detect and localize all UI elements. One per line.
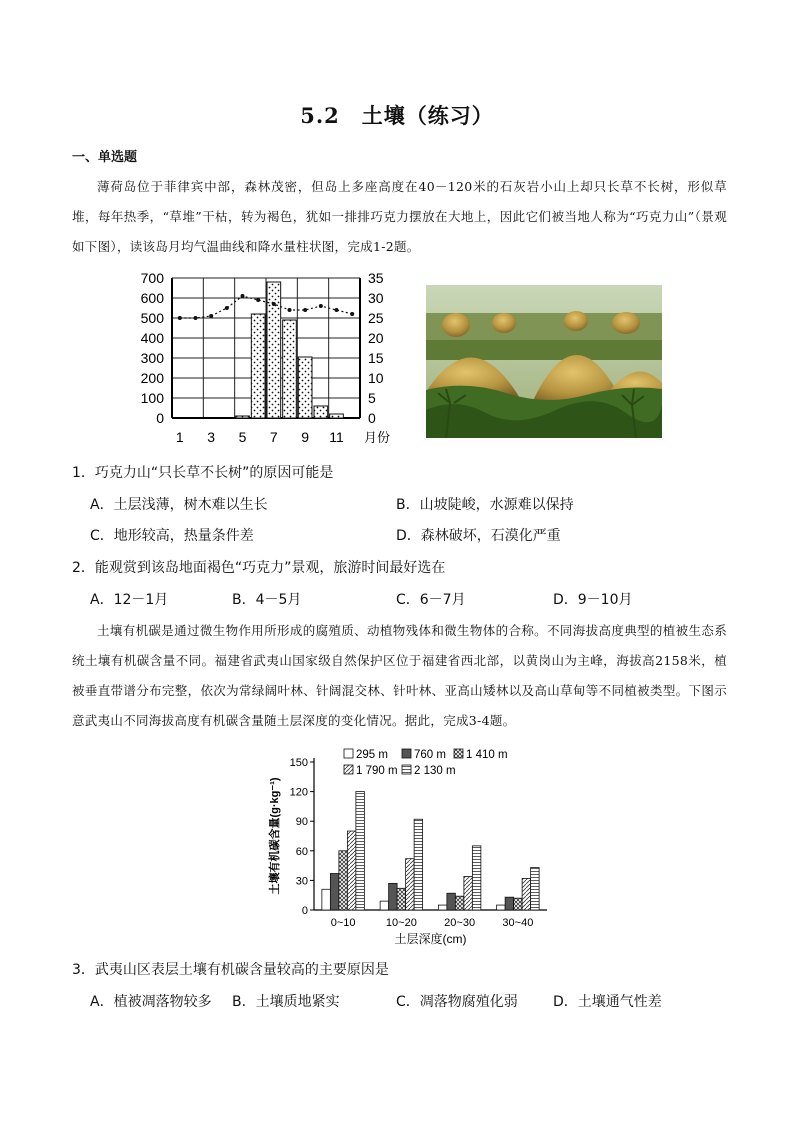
chocolate-hills-photo xyxy=(426,285,662,438)
carbon-bar xyxy=(356,792,365,910)
question-1-stem: 1．巧克力山“只长草不长树”的原因可能是 xyxy=(72,465,334,481)
x-axis-label: 土层深度(cm) xyxy=(394,932,467,946)
legend-label: 760 m xyxy=(414,749,446,761)
legend-swatch xyxy=(344,749,353,758)
y-tick-label: 0 xyxy=(301,905,308,917)
carbon-bar xyxy=(464,876,473,910)
climate-chart xyxy=(130,268,420,448)
carbon-bar xyxy=(339,851,348,910)
carbon-bar xyxy=(438,905,447,910)
carbon-bar xyxy=(380,901,389,910)
x-tick-label: 9 xyxy=(301,429,310,445)
temperature-point xyxy=(319,304,323,308)
precip-bar xyxy=(298,357,312,418)
temperature-point xyxy=(288,308,292,312)
carbon-bar xyxy=(389,883,398,910)
x-tick-label: 11 xyxy=(329,429,344,445)
temperature-point xyxy=(178,316,182,320)
carbon-bar xyxy=(322,889,331,910)
y-right-tick-label: 25 xyxy=(368,310,384,326)
y-right-tick-label: 5 xyxy=(368,390,376,406)
x-axis-label: 月份 xyxy=(364,430,391,445)
section-heading: 一、单选题 xyxy=(72,150,138,165)
y-tick-label: 150 xyxy=(289,757,308,769)
precip-bar xyxy=(251,314,265,418)
x-tick-label: 7 xyxy=(269,429,278,445)
question-1-option-c[interactable]: C．地形较高，热量条件差 xyxy=(90,528,254,544)
y-right-tick-label: 35 xyxy=(368,270,384,286)
legend-swatch xyxy=(454,749,463,758)
question-3-option-d[interactable]: D．土壤通气性差 xyxy=(553,994,662,1010)
carbon-bar xyxy=(455,896,464,910)
question-3-option-c[interactable]: C．凋落物腐殖化弱 xyxy=(396,994,518,1010)
question-2-option-b[interactable]: B．4－5月 xyxy=(232,592,302,608)
temperature-point xyxy=(272,302,276,306)
carbon-bar xyxy=(522,878,531,910)
y-left-tick-label: 500 xyxy=(140,310,164,326)
legend-label: 1 790 m xyxy=(356,765,398,777)
passage-2: 土壤有机碳是通过微生物作用所形成的腐殖质、动植物残体和微生物体的合称。不同海拔高度典型的植被生态系统土壤有机碳含量不同。福建省武夷山国家级自然保护区位于福建省西北部，以黄岗山为主峰，海拔高2158米，植被垂直带谱分布完整，依次为常绿阔叶林、针阔混交林、针叶林、亚高山矮林以及高山草甸等不同植被类型。下图示意武夷山不同海拔高度有机碳含量随土层深度的变化情况。据此，完成3-4题。 xyxy=(72,623,727,728)
legend-label: 1 410 m xyxy=(466,749,508,761)
y-right-tick-label: 10 xyxy=(368,370,384,386)
temperature-point xyxy=(194,316,198,320)
y-left-tick-label: 600 xyxy=(140,290,164,306)
y-tick-label: 120 xyxy=(289,786,308,799)
page-title: 5.2 土壤（练习） xyxy=(300,103,494,128)
question-3-option-b[interactable]: B．土壤质地紧实 xyxy=(232,994,340,1010)
temperature-point xyxy=(256,298,260,302)
question-2-stem: 2．能观赏到该岛地面褐色“巧克力”景观，旅游时间最好选在 xyxy=(72,560,446,576)
y-tick-label: 60 xyxy=(295,845,308,858)
question-3-option-a[interactable]: A．植被凋落物较多 xyxy=(90,994,212,1010)
x-tick-label: 3 xyxy=(207,429,216,445)
soil-carbon-chart xyxy=(262,744,552,946)
y-left-tick-label: 300 xyxy=(140,350,164,366)
y-right-tick-label: 30 xyxy=(368,290,384,306)
carbon-bar xyxy=(514,898,523,910)
y-right-tick-label: 15 xyxy=(368,350,384,366)
question-2-option-c[interactable]: C．6－7月 xyxy=(396,592,466,608)
carbon-bar xyxy=(472,846,481,910)
y-tick-label: 30 xyxy=(295,875,308,888)
precip-bar xyxy=(283,320,297,418)
y-axis-label: 土壤有机碳含量(g·kg⁻¹) xyxy=(269,777,281,895)
carbon-bar xyxy=(414,819,423,910)
temperature-point xyxy=(350,312,354,316)
carbon-bar xyxy=(447,893,456,910)
question-3-stem: 3．武夷山区表层土壤有机碳含量较高的主要原因是 xyxy=(72,962,389,978)
temperature-point xyxy=(209,314,213,318)
carbon-bar xyxy=(497,905,506,910)
passage-1: 薄荷岛位于菲律宾中部，森林茂密，但岛上多座高度在40－120米的石灰岩小山上却只长草不长树，形似草堆，每年热季，“草堆”干枯，转为褐色，犹如一排排巧克力摆放在大地上，因此它们被当地人称为“巧克力山”（景观如下图），读该岛月均气温曲线和降水量柱状图，完成1-2题。 xyxy=(72,179,727,254)
carbon-bar xyxy=(505,897,514,910)
y-right-tick-label: 20 xyxy=(368,330,384,346)
legend-swatch xyxy=(344,765,353,774)
carbon-bar xyxy=(531,868,540,910)
temperature-point xyxy=(303,308,307,312)
precip-bar xyxy=(236,416,250,418)
x-tick-label: 5 xyxy=(238,429,247,445)
x-tick-label: 1 xyxy=(175,429,184,445)
temperature-point xyxy=(225,306,229,310)
question-2-option-d[interactable]: D．9－10月 xyxy=(553,592,633,608)
y-left-tick-label: 200 xyxy=(140,370,164,386)
question-1-option-a[interactable]: A．土层浅薄，树木难以生长 xyxy=(90,497,268,513)
legend-swatch xyxy=(402,765,411,774)
carbon-bar xyxy=(347,831,356,910)
y-right-tick-label: 0 xyxy=(368,410,376,426)
y-left-tick-label: 400 xyxy=(140,330,164,346)
y-left-tick-label: 100 xyxy=(140,390,164,406)
temperature-point xyxy=(241,294,245,298)
x-tick-label: 10~20 xyxy=(385,917,417,929)
question-2-option-a[interactable]: A．12－1月 xyxy=(90,592,169,608)
legend-label: 295 m xyxy=(356,749,388,761)
x-tick-label: 30~40 xyxy=(502,917,534,929)
legend-label: 2 130 m xyxy=(414,765,456,777)
y-left-tick-label: 700 xyxy=(140,270,164,286)
legend-swatch xyxy=(402,749,411,758)
question-1-option-b[interactable]: B．山坡陡峻，水源难以保持 xyxy=(396,497,574,513)
x-tick-label: 20~30 xyxy=(444,917,476,929)
temperature-point xyxy=(335,308,339,312)
carbon-bar xyxy=(397,888,406,910)
question-1-option-d[interactable]: D．森林破坏，石漠化严重 xyxy=(396,528,561,544)
x-tick-label: 0~10 xyxy=(330,917,356,929)
precip-bar xyxy=(330,414,344,418)
y-left-tick-label: 0 xyxy=(156,410,164,426)
carbon-bar xyxy=(330,873,339,910)
precip-bar xyxy=(314,406,328,418)
carbon-bar xyxy=(406,859,415,910)
y-tick-label: 90 xyxy=(295,816,308,829)
